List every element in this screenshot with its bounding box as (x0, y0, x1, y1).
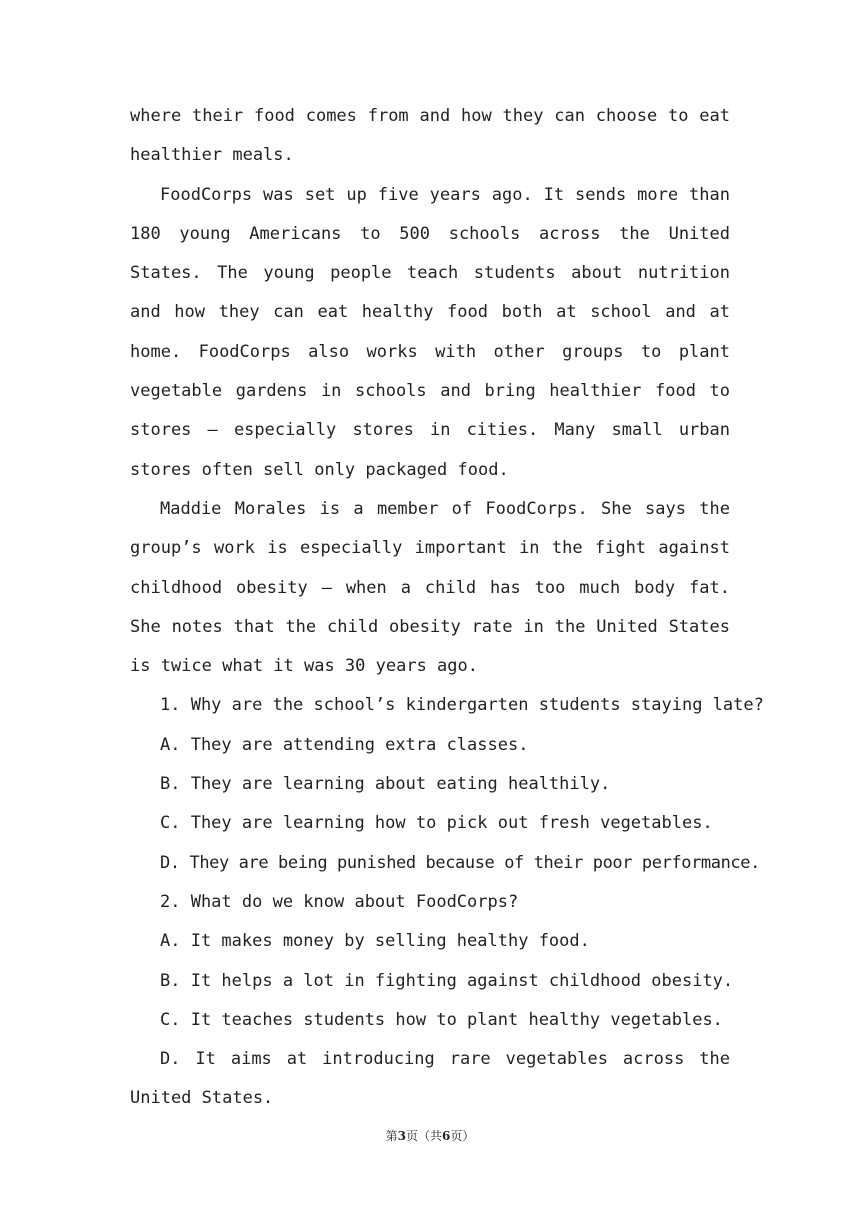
answer-option: C. They are learning how to pick out fresh vegetables. (160, 813, 713, 834)
answer-option: B. It helps a lot in fighting against childhood obesity. (160, 970, 734, 991)
passage-paragraph: Maddie Morales is a member of FoodCorps. She says the group’s work is especially important in the fight against childhood obesity — when a child has too much body fat. She notes that the child obesity rate in the United States is twice what it was 30 years ago. (130, 498, 730, 677)
passage-paragraph: where their food comes from and how they can choose to eat healthier meals. (130, 106, 730, 166)
answer-option: D. They are being punished because of their poor performance. (160, 852, 760, 873)
question-stem: 1. Why are the school’s kindergarten students staying late? (160, 695, 764, 716)
answer-option: D. It aims at introducing rare vegetables across the United States. (130, 1049, 730, 1109)
footer-suffix: 页） (450, 1129, 475, 1143)
answer-option: A. It makes money by selling healthy food. (160, 931, 590, 952)
question-stem: 2. What do we know about FoodCorps? (160, 891, 519, 912)
footer-page-number: 3 (397, 1129, 406, 1143)
page-footer (0, 1127, 860, 1144)
passage-paragraph: FoodCorps was set up five years ago. It sends more than 180 young Americans to 500 schools across the United States. The young people teach students about nutrition and how they can eat healthy food both at school and at home. FoodCorps also works with other groups to plant vegetable gardens in schools and bring healthier food to stores — especially stores in cities. Many small urban stores often sell only packaged food. (130, 184, 730, 480)
document-body (130, 97, 764, 1119)
answer-option: A. They are attending extra classes. (160, 734, 529, 755)
footer-prefix: 第 (385, 1129, 398, 1143)
footer-middle: 页（共 (405, 1129, 442, 1143)
answer-option: B. They are learning about eating healthily. (160, 774, 611, 795)
answer-option: C. It teaches students how to plant healthy vegetables. (160, 1009, 723, 1030)
footer-total-pages: 6 (442, 1129, 451, 1143)
